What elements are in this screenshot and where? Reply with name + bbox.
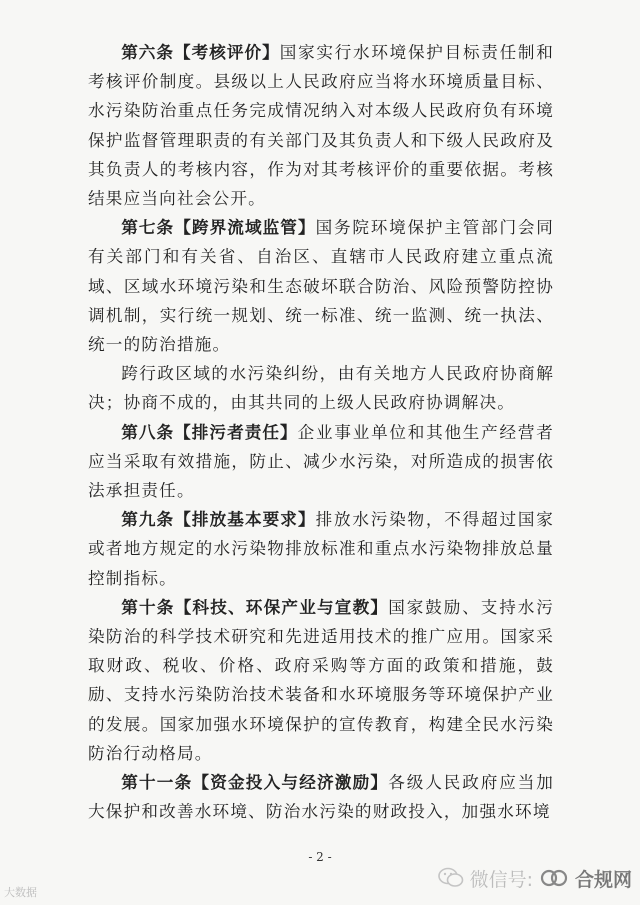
article-7-sub: [88, 359, 554, 417]
document-body: [88, 38, 554, 826]
watermark-right: [438, 862, 632, 894]
article-text: 排放水污染物，不得超过国家或者地方规定的水污染物排放标准和重点水污染物排放总量控制指标。: [88, 510, 554, 588]
page-number: - 2 -: [308, 850, 332, 864]
article-heading: 第六条【考核评价】: [121, 43, 280, 62]
wechat-icon: [438, 867, 464, 889]
article-9: [88, 505, 554, 593]
article-heading: 第八条【排污者责任】: [121, 422, 298, 442]
wechat-id-label: 微信号:: [469, 868, 533, 891]
article-11: [88, 768, 554, 826]
article-10: [88, 593, 554, 768]
watermark-left: 大数据: [4, 886, 37, 899]
article-text: 跨行政区域的水污染纠纷，由有关地方人民政府协商解决；协商不成的，由其共同的上级人民政府协调解决。: [88, 364, 554, 413]
article-heading: 第十条【科技、环保产业与宣教】: [121, 597, 389, 617]
article-heading: 第十一条【资金投入与经济激励】: [121, 773, 389, 793]
article-text: 国家实行水环境保护目标责任制和考核评价制度。县级以上人民政府应当将水环境质量目标、水污染防治重点任务完成情况纳入对本级人民政府负有环境保护监督管理职责的有关部门及其负责人和下级人民政府及其负责人的考核内容，作为对其考核评价的重要依据。考核结果应当向社会公开。: [88, 43, 555, 209]
article-text: 国家鼓励、支持水污染防治的科学技术研究和先进适用技术的推广应用。国家采取财政、税收、价格、政府采购等方面的政策和措施，鼓励、支持水污染防治技术装备和水环境服务等环境保护产业的发展。国家加强水环境保护的宣传教育，构建全民水污染防治行动格局。: [88, 597, 554, 763]
article-heading: 第七条【跨界流域监管】: [121, 218, 316, 238]
article-text: 企业事业单位和其他生产经营者应当采取有效措施，防止、减少水污染，对所造成的损害依法承担责任。: [88, 422, 554, 501]
article-text: 各级人民政府应当加大保护和改善水环境、防治水污染的财政投入，加强水环境: [88, 773, 554, 822]
brand-logo-icon: [539, 867, 569, 889]
article-6: [88, 38, 554, 213]
brand-name: 合规网: [574, 868, 632, 891]
article-8: [88, 418, 554, 506]
article-heading: 第九条【排放基本要求】: [121, 510, 316, 530]
article-7: [88, 213, 554, 359]
article-text: 国务院环境保护主管部门会同有关部门和有关省、自治区、直辖市人民政府建立重点流域、区域水环境污染和生态破坏联合防治、风险预警防控协调机制，实行统一规划、统一标准、统一监测、统一执法、统一的防治措施。: [88, 218, 554, 355]
